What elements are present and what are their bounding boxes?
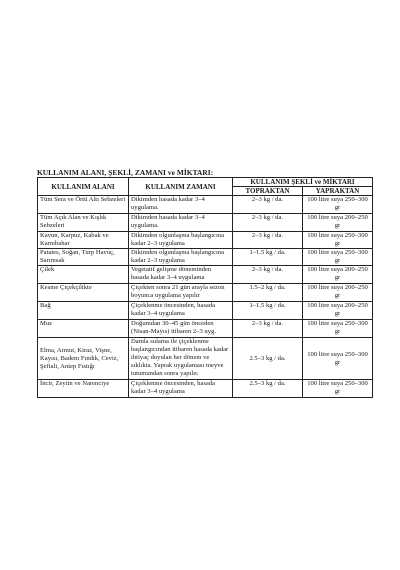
cell-soil: 1–1.5 kg / da. xyxy=(233,302,303,320)
table-row xyxy=(38,214,373,232)
header-usage-area: KULLANIM ALANI xyxy=(38,178,129,196)
table-row xyxy=(38,320,373,338)
cell-area: Tüm Açık Alan ve Kışlık Sebzeleri xyxy=(38,214,129,232)
cell-area: Kavun, Karpuz, Kabak ve Karnıbahar xyxy=(38,232,129,249)
header-usage-time: KULLANIM ZAMANI xyxy=(129,178,233,196)
cell-leaf: 100 litre suya 200–250 gr xyxy=(303,302,373,320)
cell-leaf: 100 litre suya 250–300 gr xyxy=(303,249,373,266)
cell-soil: 2–3 kg / da. xyxy=(233,214,303,232)
cell-leaf: 100 litre suya 250–300 gr xyxy=(303,338,373,380)
cell-soil: 2.5–3 kg / da. xyxy=(233,380,303,398)
cell-soil: 1–1.5 kg / da. xyxy=(233,249,303,266)
section-heading: KULLANIM ALANI, ŞEKLİ, ZAMANI ve MİKTARI: xyxy=(37,168,214,177)
cell-area: Patates, Soğan, Turp Havuç, Sarımsak xyxy=(38,249,129,266)
cell-leaf: 100 litre suya 200–250 gr xyxy=(303,284,373,302)
cell-area: Elma, Armut, Kiraz, Vişne, Kayısı, Badem Fındık, Ceviz, Şeftali, Antep Fıstığı xyxy=(38,338,129,380)
cell-time: Dikimden hasada kadar 3–4 uygulama. xyxy=(129,214,233,232)
cell-leaf: 100 litre suya 250–300 gr xyxy=(303,320,373,338)
header-soil: TOPRAKTAN xyxy=(233,187,303,196)
cell-time: Çiçeklenme öncesinden, hasada kadar 3–4 uygulama xyxy=(129,380,233,398)
cell-soil: 2–3 kg / da. xyxy=(233,266,303,284)
table-row xyxy=(38,338,373,380)
cell-time: Vegetatif gelişme döneminden hasada kadar 3–4 uygulama xyxy=(129,266,233,284)
cell-time: Doğumdan 30–45 gün önceden (Nisan-Mayıs) itibaren 2–3 uyg. xyxy=(129,320,233,338)
header-leaf: YAPRAKTAN xyxy=(303,187,373,196)
cell-time: Dikimden olgunlaşma başlangıcına kadar 2–3 uygulama xyxy=(129,249,233,266)
cell-soil: 2.5–3 kg / da. xyxy=(233,338,303,380)
header-usage-method: KULLANIM ŞEKLİ ve MİKTARI xyxy=(233,178,373,187)
cell-time: Damla sulama ile çiçeklenme başlangıcından itibaren hasada kadar ihtiyaç duyulan her dönem ve sıklıkta. Yaprak uygulaması meyve tutumundan sonra yapılır. xyxy=(129,338,233,380)
cell-area: Muz xyxy=(38,320,129,338)
table-row xyxy=(38,196,373,214)
cell-soil: 1.5–2 kg / da. xyxy=(233,284,303,302)
table-row xyxy=(38,380,373,398)
cell-soil: 2–3 kg / da. xyxy=(233,232,303,249)
table-row xyxy=(38,284,373,302)
cell-area: Kesme Çiçekçilikte xyxy=(38,284,129,302)
table-row xyxy=(38,266,373,284)
cell-time: Çiçeklenme öncesinden, hasada kadar 3–4 uygulama xyxy=(129,302,233,320)
cell-soil: 2–3 kg / da. xyxy=(233,196,303,214)
cell-time: Dikimden olgunlaşma başlangıcına kadar 2–3 uygulama xyxy=(129,232,233,249)
usage-table xyxy=(37,177,373,398)
cell-area: Çilek xyxy=(38,266,129,284)
table-row xyxy=(38,302,373,320)
cell-time: Dikimden hasada kadar 3–4 uygulama. xyxy=(129,196,233,214)
table-row xyxy=(38,232,373,249)
table-row xyxy=(38,249,373,266)
cell-leaf: 100 litre suya 200–250 gr xyxy=(303,214,373,232)
cell-area: Tüm Sera ve Örtü Altı Sebzeleri xyxy=(38,196,129,214)
cell-area: Bağ xyxy=(38,302,129,320)
cell-time: Çiçekten sonra 21 gün arayla sezon boyunca uygulama yapılır xyxy=(129,284,233,302)
cell-leaf: 100 litre suya 250–300 gr xyxy=(303,380,373,398)
cell-leaf: 100 litre suya 200–250 gr xyxy=(303,266,373,284)
cell-leaf: 100 litre suya 250–300 gr xyxy=(303,232,373,249)
cell-soil: 2–3 kg / da. xyxy=(233,320,303,338)
cell-area: İncir, Zeytin ve Narenciye xyxy=(38,380,129,398)
cell-leaf: 100 litre suya 250–300 gr xyxy=(303,196,373,214)
